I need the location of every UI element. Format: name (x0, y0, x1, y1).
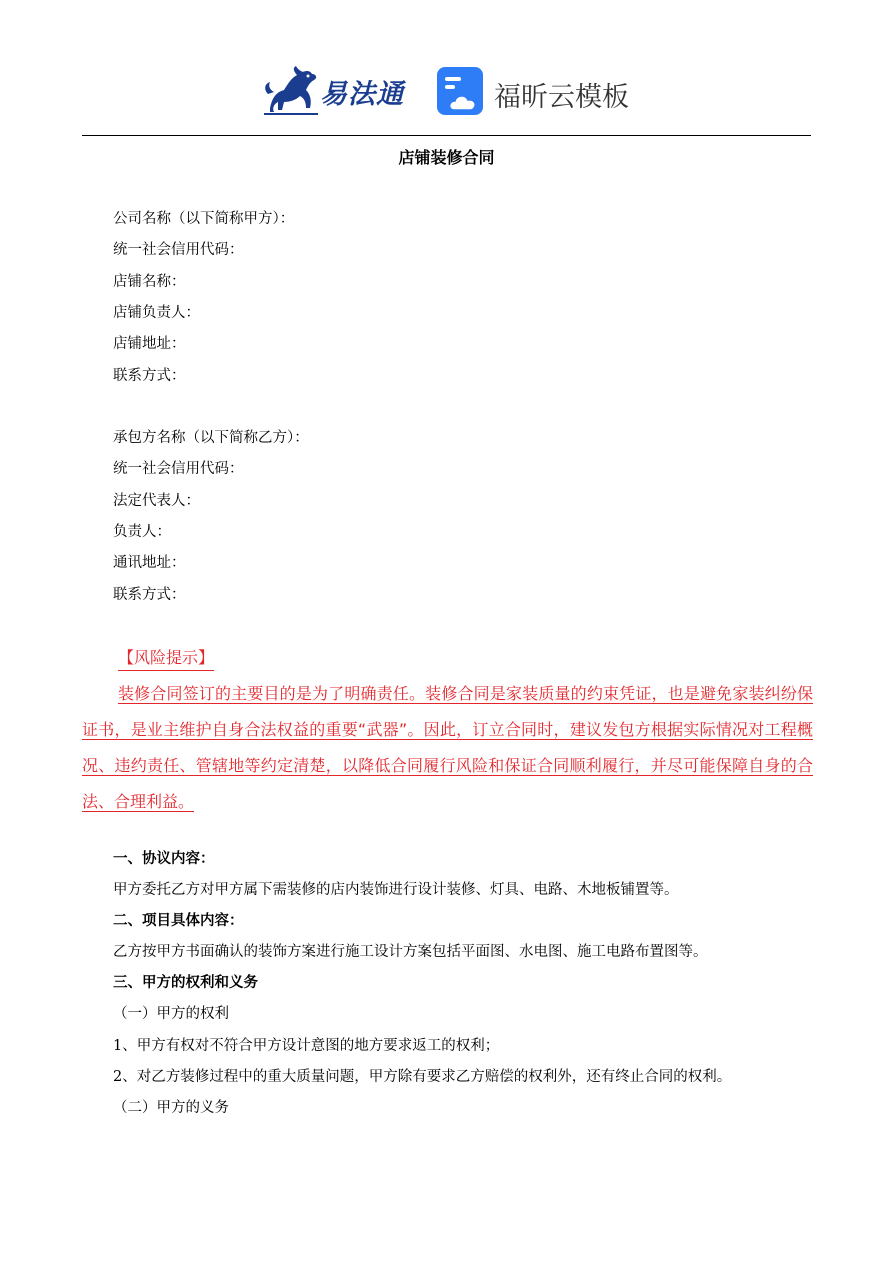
header-logos (0, 60, 893, 120)
document-title: 店铺装修合同 (398, 148, 495, 167)
section-3-subheading-obligations: （二）甲方的义务 (113, 1100, 229, 1116)
party-a-store-name: 店铺名称： (113, 274, 186, 290)
foxin-cloud-template-logo (436, 66, 636, 118)
party-a-contact: 联系方式： (113, 368, 186, 384)
party-b-contact: 联系方式： (113, 587, 186, 603)
yifatong-logo (262, 64, 412, 118)
party-b-responsible-person: 负责人： (113, 524, 171, 540)
section-3-item-1: 1、甲方有权对不符合甲方设计意图的地方要求返工的权利； (113, 1038, 500, 1054)
yifatong-logo-text: 易法通 (320, 79, 404, 110)
party-b-legal-rep: 法定代表人： (113, 493, 200, 509)
header-divider (82, 135, 811, 136)
party-b-address: 通讯地址： (113, 555, 186, 571)
risk-notice-text (82, 676, 813, 820)
party-a-company-name: 公司名称（以下简称甲方）： (113, 211, 295, 227)
section-2-text: 乙方按甲方书面确认的装饰方案进行施工设计方案包括平面图、水电图、施工电路布置图等。 (113, 944, 708, 960)
risk-notice-body: 装修合同签订的主要目的是为了明确责任。装修合同是家装质量的约束凭证，也是避免家装纠纷保证书，是业主维护自身合法权益的重要“武器”。因此，订立合同时，建议发包方根据实际情况对工程概况、违约责任、管辖地等约定清楚，以降低合同履行风险和保证合同顺利履行，并尽可能保障自身的合法、合理利益。 (82, 684, 813, 811)
section-2-heading: 二、项目具体内容： (113, 913, 244, 929)
qilin-icon (262, 64, 322, 118)
foxin-logo-text: 福昕云模板 (494, 82, 629, 113)
section-3-subheading-rights: （一）甲方的权利 (113, 1006, 229, 1022)
party-a-store-address: 店铺地址： (113, 336, 186, 352)
cloud-document-icon (436, 66, 486, 116)
section-3-item-2: 2、对乙方装修过程中的重大质量问题，甲方除有要求乙方赔偿的权利外，还有终止合同的权利。 (113, 1069, 732, 1085)
party-a-credit-code: 统一社会信用代码： (113, 242, 244, 258)
party-b-credit-code: 统一社会信用代码： (113, 461, 244, 477)
section-3-heading: 三、甲方的权利和义务 (113, 975, 258, 991)
section-1-text: 甲方委托乙方对甲方属下需装修的店内装饰进行设计装修、灯具、电路、木地板铺置等。 (113, 882, 679, 898)
party-b-contractor-name: 承包方名称（以下简称乙方）： (113, 430, 309, 446)
risk-notice-title: 【风险提示】 (118, 646, 214, 671)
section-1-heading: 一、协议内容： (113, 851, 215, 867)
party-a-store-manager: 店铺负责人： (113, 305, 200, 321)
